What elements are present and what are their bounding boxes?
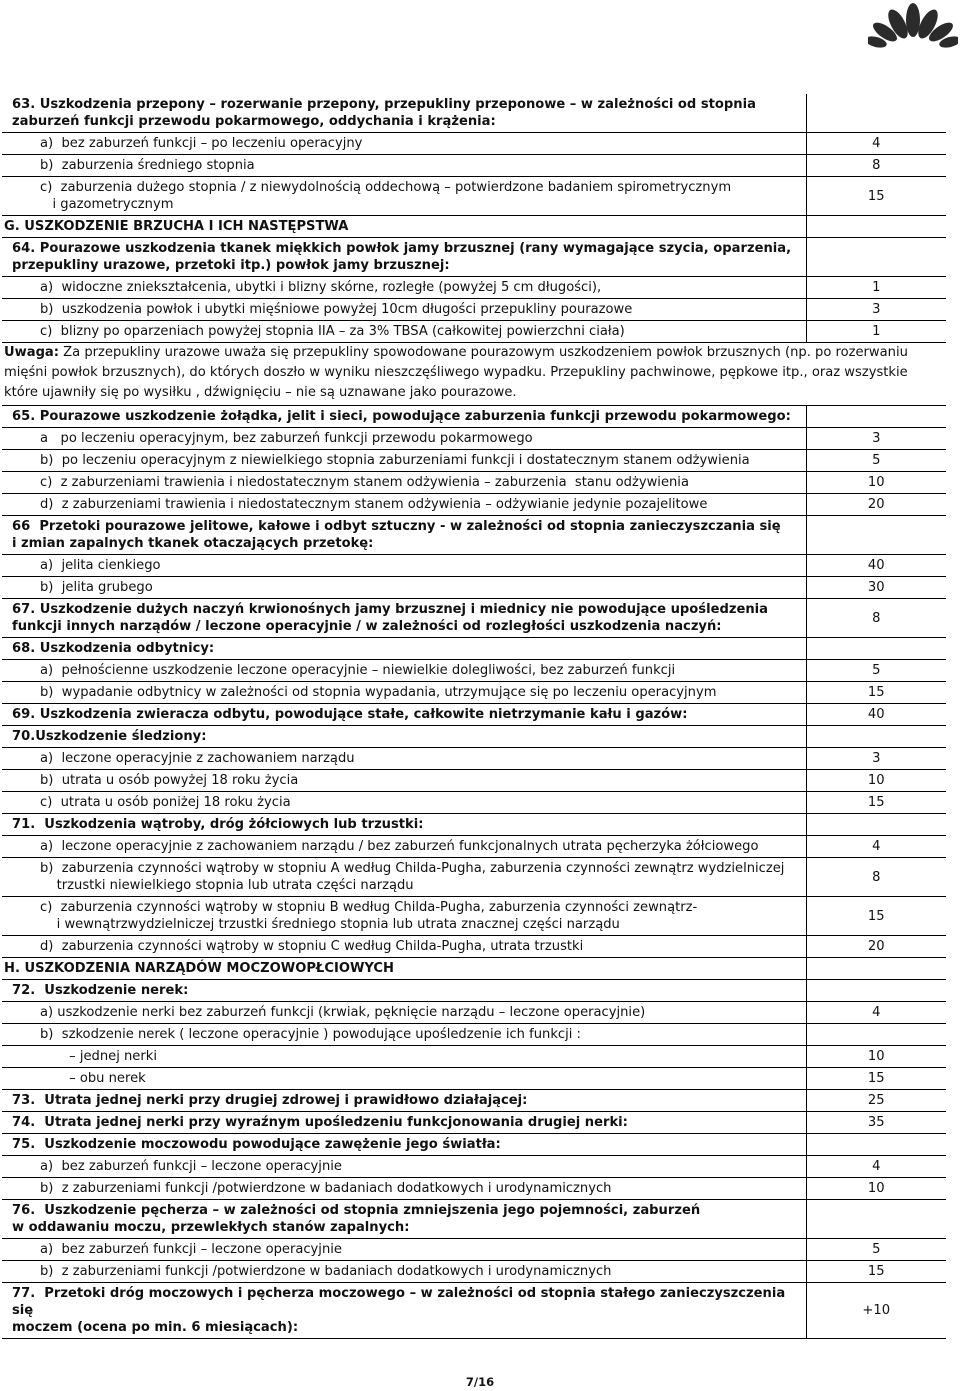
row-text: – obu nerek bbox=[40, 1071, 146, 1086]
row-description bbox=[2, 428, 806, 450]
row-value: 10 bbox=[806, 1178, 946, 1200]
row-description bbox=[2, 1200, 806, 1239]
item-row bbox=[2, 748, 946, 770]
row-value: 5 bbox=[806, 660, 946, 682]
row-text: a) uszkodzenie nerki bez zaburzeń funkcji (krwiak, pęknięcie narządu – leczone operacyjnie) bbox=[40, 1005, 646, 1020]
item-row bbox=[2, 299, 946, 321]
item-row bbox=[2, 1178, 946, 1200]
row-value: 3 bbox=[806, 299, 946, 321]
item-row bbox=[2, 1068, 946, 1090]
row-description bbox=[2, 516, 806, 555]
row-text: 77. Przetoki dróg moczowych i pęcherza moczowego – w zależności od stopnia stałego zanieczyszczenia się moczem (ocena po min. 6 miesiącach): bbox=[12, 1286, 786, 1335]
row-value: 10 bbox=[806, 472, 946, 494]
row-value: 3 bbox=[806, 748, 946, 770]
row-description bbox=[2, 638, 806, 660]
row-description bbox=[2, 94, 806, 133]
row-text: b) uszkodzenia powłok i ubytki mięśniowe powyżej 10cm długości przepukliny pourazowe bbox=[40, 302, 633, 317]
row-text: c) z zaburzeniami trawienia i niedostatecznym stanem odżywienia – zaburzenia stanu odżywienia bbox=[40, 475, 689, 490]
row-text: a) pełnościenne uszkodzenie leczone operacyjnie – niewielkie dolegliwości, bez zaburzeń funkcji bbox=[40, 663, 676, 678]
row-description bbox=[2, 1090, 806, 1112]
row-text: c) zaburzenia czynności wątroby w stopniu B według Childa-Pugha, zaburzenia czynności zewnątrz- i wewnątrzwydzielniczej trzustki średniego stopnia lub utrata znacznej części narządu bbox=[40, 900, 698, 932]
row-value bbox=[806, 638, 946, 660]
item-row bbox=[2, 1261, 946, 1283]
row-text: b) z zaburzeniami funkcji /potwierdzone w badaniach dodatkowych i urodynamicznych bbox=[40, 1264, 612, 1279]
row-text: b) jelita grubego bbox=[40, 580, 153, 595]
item-row bbox=[2, 494, 946, 516]
row-value: 8 bbox=[806, 599, 946, 638]
item-row bbox=[2, 555, 946, 577]
item-row bbox=[2, 133, 946, 155]
row-value: 10 bbox=[806, 1046, 946, 1068]
row-value: 35 bbox=[806, 1112, 946, 1134]
note-row bbox=[2, 343, 946, 406]
item-row bbox=[2, 836, 946, 858]
row-text: a po leczeniu operacyjnym, bez zaburzeń funkcji przewodu pokarmowego bbox=[40, 431, 533, 446]
row-value: 8 bbox=[806, 155, 946, 177]
item-row bbox=[2, 321, 946, 343]
item-row bbox=[2, 792, 946, 814]
row-description bbox=[2, 450, 806, 472]
row-value bbox=[806, 516, 946, 555]
row-description bbox=[2, 980, 806, 1002]
row-text: a) bez zaburzeń funkcji – po leczeniu operacyjny bbox=[40, 136, 363, 151]
item-row bbox=[2, 682, 946, 704]
row-value: 4 bbox=[806, 836, 946, 858]
row-description bbox=[2, 1239, 806, 1261]
item-row bbox=[2, 450, 946, 472]
row-value: 20 bbox=[806, 936, 946, 958]
row-value: 3 bbox=[806, 428, 946, 450]
item-row bbox=[2, 472, 946, 494]
row-value: 40 bbox=[806, 704, 946, 726]
row-description bbox=[2, 726, 806, 748]
row-description bbox=[2, 814, 806, 836]
row-description bbox=[2, 792, 806, 814]
row-value bbox=[806, 216, 946, 238]
row-description bbox=[2, 1283, 806, 1339]
row-text: 68. Uszkodzenia odbytnicy: bbox=[12, 641, 215, 656]
row-text: c) utrata u osób poniżej 18 roku życia bbox=[40, 795, 291, 810]
row-value: 15 bbox=[806, 682, 946, 704]
row-text: b) wypadanie odbytnicy w zależności od stopnia wypadania, utrzymujące się po leczeniu operacyjnym bbox=[40, 685, 717, 700]
item-row bbox=[2, 936, 946, 958]
item-row bbox=[2, 1024, 946, 1046]
row-value: 15 bbox=[806, 1261, 946, 1283]
row-text: 75. Uszkodzenie moczowodu powodujące zawężenie jego światła: bbox=[12, 1137, 501, 1152]
row-text: b) z zaburzeniami funkcji /potwierdzone w badaniach dodatkowych i urodynamicznych bbox=[40, 1181, 612, 1196]
row-text: b) zaburzenia średniego stopnia bbox=[40, 158, 255, 173]
row-text: 70.Uszkodzenie śledziony: bbox=[12, 729, 207, 744]
row-description bbox=[2, 1002, 806, 1024]
section-row bbox=[2, 814, 946, 836]
item-row bbox=[2, 1239, 946, 1261]
row-description bbox=[2, 1261, 806, 1283]
row-description bbox=[2, 770, 806, 792]
row-text: 67. Uszkodzenie dużych naczyń krwionośnych jamy brzusznej i miednicy nie powodujące upośledzenia funkcji innych narządów / leczone operacyjnie / w zależności od rozległości uszkodzenia naczyń: bbox=[12, 602, 768, 634]
row-description bbox=[2, 958, 806, 980]
section-row bbox=[2, 704, 946, 726]
item-row bbox=[2, 177, 946, 216]
item-row bbox=[2, 277, 946, 299]
section-row bbox=[2, 1283, 946, 1339]
row-description bbox=[2, 406, 806, 428]
row-text: 63. Uszkodzenia przepony – rozerwanie przepony, przepukliny przeponowe – w zależności od stopnia zaburzeń funkcji przewodu pokarmowego, oddychania i krążenia: bbox=[12, 97, 756, 129]
row-value: 5 bbox=[806, 450, 946, 472]
row-description bbox=[2, 494, 806, 516]
row-description bbox=[2, 748, 806, 770]
note-text: Za przepukliny urazowe uważa się przepukliny spowodowane pourazowym uszkodzeniem powłok brzusznych (np. po rozerwaniu mięśni powłok brzusznych), do których doszło w wyniku nieszczęśliwego wypadku. Przepukliny pachwinowe, pępkowe itp., oraz wszystkie które ujawniły się po wysiłku , dźwignięciu – nie są uznawane jako pourazowe. bbox=[4, 345, 908, 400]
row-value: +10 bbox=[806, 1283, 946, 1339]
row-description bbox=[2, 1178, 806, 1200]
row-text: 76. Uszkodzenie pęcherza – w zależności od stopnia zmniejszenia jego pojemności, zaburzeń w oddawaniu moczu, przewlekłych stanów zapalnych: bbox=[12, 1203, 701, 1235]
section-row bbox=[2, 516, 946, 555]
row-text: 72. Uszkodzenie nerek: bbox=[12, 983, 189, 998]
row-description bbox=[2, 1046, 806, 1068]
item-row bbox=[2, 858, 946, 897]
row-value: 5 bbox=[806, 1239, 946, 1261]
row-text: 73. Utrata jednej nerki przy drugiej zdrowej i prawidłowo działającej: bbox=[12, 1093, 528, 1108]
row-value: 1 bbox=[806, 321, 946, 343]
row-text: c) zaburzenia dużego stopnia / z niewydolnością oddechową – potwierdzone badaniem spirometrycznym i gazometrycznym bbox=[40, 180, 732, 212]
row-text: H. USZKODZENIA NARZĄDÓW MOCZOWOPŁCIOWYCH bbox=[4, 961, 394, 976]
item-row bbox=[2, 1156, 946, 1178]
lotus-logo-icon bbox=[868, 2, 958, 50]
row-description bbox=[2, 1156, 806, 1178]
row-text: a) widoczne zniekształcenia, ubytki i blizny skórne, rozległe (powyżej 5 cm długości), bbox=[40, 280, 602, 295]
row-text: a) leczone operacyjnie z zachowaniem narządu bbox=[40, 751, 355, 766]
row-value: 15 bbox=[806, 1068, 946, 1090]
section-row bbox=[2, 1134, 946, 1156]
item-row bbox=[2, 1046, 946, 1068]
section-row bbox=[2, 238, 946, 277]
item-row bbox=[2, 1002, 946, 1024]
row-text: 65. Pourazowe uszkodzenie żołądka, jelit i sieci, powodujące zaburzenia funkcji przewodu pokarmowego: bbox=[12, 409, 791, 424]
section-row bbox=[2, 1200, 946, 1239]
row-description bbox=[2, 155, 806, 177]
row-description bbox=[2, 133, 806, 155]
row-text: 64. Pourazowe uszkodzenia tkanek miękkich powłok jamy brzusznej (rany wymagające szycia, oparzenia, przepukliny urazowe, przetoki itp.) powłok jamy brzusznej: bbox=[12, 241, 792, 273]
section-row bbox=[2, 980, 946, 1002]
note-label: Uwaga: bbox=[4, 345, 60, 360]
section-row bbox=[2, 599, 946, 638]
section-row bbox=[2, 1112, 946, 1134]
row-description bbox=[2, 897, 806, 936]
row-text: c) blizny po oparzeniach powyżej stopnia IIA – za 3% TBSA (całkowitej powierzchni ciała) bbox=[40, 324, 625, 339]
row-value: 40 bbox=[806, 555, 946, 577]
row-text: d) zaburzenia czynności wątroby w stopniu C według Childa-Pugha, utrata trzustki bbox=[40, 939, 584, 954]
row-description bbox=[2, 1112, 806, 1134]
row-text: 69. Uszkodzenia zwieracza odbytu, powodujące stałe, całkowite nietrzymanie kału i gazów: bbox=[12, 707, 688, 722]
row-text: 74. Utrata jednej nerki przy wyraźnym upośledzeniu funkcjonowania drugiej nerki: bbox=[12, 1115, 628, 1130]
row-value: 10 bbox=[806, 770, 946, 792]
row-value: 15 bbox=[806, 897, 946, 936]
row-value bbox=[806, 958, 946, 980]
row-description bbox=[2, 1024, 806, 1046]
row-description bbox=[2, 299, 806, 321]
row-text: a) bez zaburzeń funkcji – leczone operacyjnie bbox=[40, 1242, 342, 1257]
row-value bbox=[806, 406, 946, 428]
row-description bbox=[2, 704, 806, 726]
row-value: 8 bbox=[806, 858, 946, 897]
item-row bbox=[2, 428, 946, 450]
row-description bbox=[2, 660, 806, 682]
row-text: b) szkodzenie nerek ( leczone operacyjnie ) powodujące upośledzenie ich funkcji : bbox=[40, 1027, 581, 1042]
section-row bbox=[2, 94, 946, 133]
row-value: 15 bbox=[806, 792, 946, 814]
row-value: 30 bbox=[806, 577, 946, 599]
row-description bbox=[2, 321, 806, 343]
row-text: a) jelita cienkiego bbox=[40, 558, 161, 573]
section-row bbox=[2, 1090, 946, 1112]
row-value bbox=[806, 726, 946, 748]
row-value: 20 bbox=[806, 494, 946, 516]
row-description bbox=[2, 599, 806, 638]
item-row bbox=[2, 155, 946, 177]
row-value bbox=[806, 1024, 946, 1046]
row-value: 4 bbox=[806, 1002, 946, 1024]
row-description bbox=[2, 177, 806, 216]
item-row bbox=[2, 770, 946, 792]
row-description bbox=[2, 858, 806, 897]
row-description bbox=[2, 238, 806, 277]
row-text: b) utrata u osób powyżej 18 roku życia bbox=[40, 773, 299, 788]
row-description bbox=[2, 343, 946, 406]
row-text: a) leczone operacyjnie z zachowaniem narządu / bez zaburzeń funkcjonalnych utrata pęcherzyka żółciowego bbox=[40, 839, 759, 854]
row-text: – jednej nerki bbox=[40, 1049, 157, 1064]
row-description bbox=[2, 936, 806, 958]
row-value bbox=[806, 94, 946, 133]
item-row bbox=[2, 660, 946, 682]
row-text: 66 Przetoki pourazowe jelitowe, kałowe i odbyt sztuczny - w zależności od stopnia zanieczyszczania się i zmian zapalnych tkanek otaczających przetokę: bbox=[12, 519, 781, 551]
row-value: 1 bbox=[806, 277, 946, 299]
row-value bbox=[806, 980, 946, 1002]
section-row bbox=[2, 406, 946, 428]
item-row bbox=[2, 577, 946, 599]
section-row bbox=[2, 726, 946, 748]
row-value bbox=[806, 238, 946, 277]
row-value: 4 bbox=[806, 1156, 946, 1178]
row-description bbox=[2, 555, 806, 577]
row-description bbox=[2, 1068, 806, 1090]
row-description bbox=[2, 682, 806, 704]
row-description bbox=[2, 577, 806, 599]
row-description bbox=[2, 1134, 806, 1156]
injury-table bbox=[2, 94, 946, 1339]
row-text: G. USZKODZENIE BRZUCHA I ICH NASTĘPSTWA bbox=[4, 219, 349, 234]
page-number: 7/16 bbox=[465, 1375, 495, 1389]
section-row bbox=[2, 958, 946, 980]
row-value: 4 bbox=[806, 133, 946, 155]
row-value: 15 bbox=[806, 177, 946, 216]
row-description bbox=[2, 472, 806, 494]
row-description bbox=[2, 277, 806, 299]
row-value bbox=[806, 814, 946, 836]
row-text: b) po leczeniu operacyjnym z niewielkiego stopnia zaburzeniami funkcji i dostatecznym stanem odżywienia bbox=[40, 453, 750, 468]
row-value: 25 bbox=[806, 1090, 946, 1112]
row-text: d) z zaburzeniami trawienia i niedostatecznym stanem odżywienia – odżywianie jedynie pozajelitowe bbox=[40, 497, 708, 512]
row-text: b) zaburzenia czynności wątroby w stopniu A według Childa-Pugha, zaburzenia czynności zewnątrz wydzielniczej trzustki niewielkiego stopnia lub utrata części narządu bbox=[40, 861, 785, 893]
row-value bbox=[806, 1134, 946, 1156]
row-value bbox=[806, 1200, 946, 1239]
section-row bbox=[2, 216, 946, 238]
section-row bbox=[2, 638, 946, 660]
row-text: 71. Uszkodzenia wątroby, dróg żółciowych lub trzustki: bbox=[12, 817, 424, 832]
row-description bbox=[2, 836, 806, 858]
row-description bbox=[2, 216, 806, 238]
row-text: a) bez zaburzeń funkcji – leczone operacyjnie bbox=[40, 1159, 342, 1174]
item-row bbox=[2, 897, 946, 936]
